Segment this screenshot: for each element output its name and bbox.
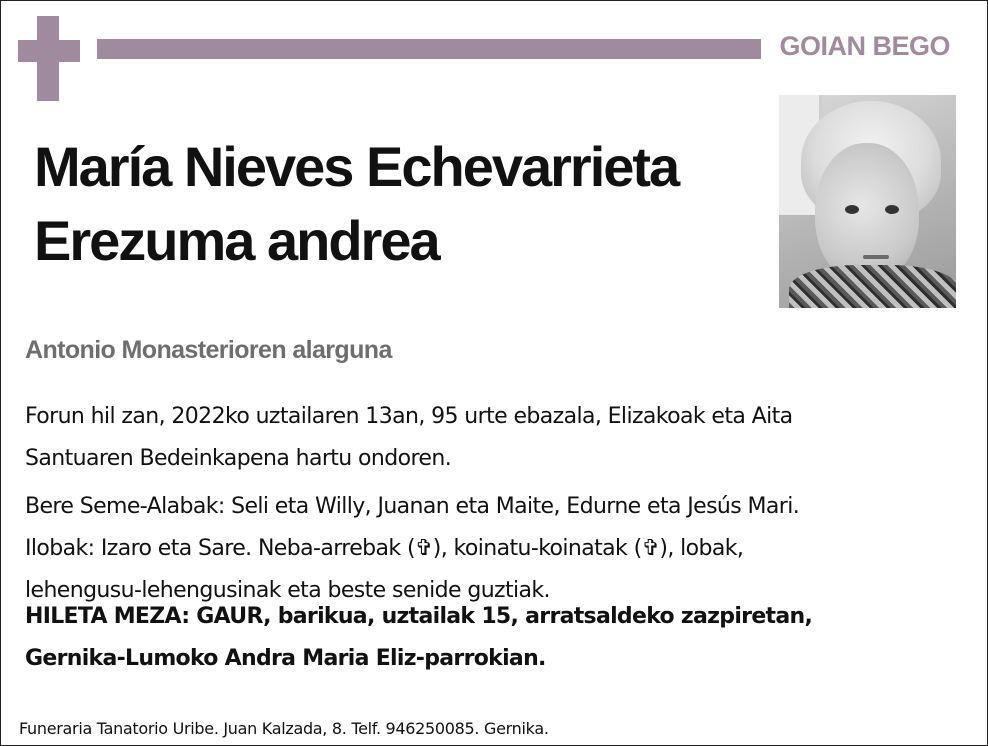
paragraph-line: Forun hil zan, 2022ko uztailaren 13an, 95 urte ebazala, Elizakoak eta Aita	[25, 404, 793, 429]
paragraph-line: Gernika-Lumoko Andra Maria Eliz-parrokian.	[25, 646, 546, 671]
header-label: GOIAN BEGO	[779, 31, 950, 61]
death-notice-paragraph	[25, 396, 965, 480]
header-bar	[97, 39, 761, 59]
photo-left-eye	[845, 205, 859, 214]
paragraph-line: lehengusu-lehengusinak eta beste senide guztiak.	[25, 578, 550, 603]
deceased-name-line2: Erezuma andrea	[34, 209, 439, 272]
photo-right-eye	[885, 205, 899, 214]
funeral-mass-paragraph	[25, 596, 965, 680]
paragraph-line: Bere Seme-Alabak: Seli eta Willy, Juanan eta Maite, Edurne eta Jesús Mari.	[25, 494, 800, 519]
photo-scarf	[789, 265, 956, 308]
relation-subtitle: Antonio Monasterioren alarguna	[25, 336, 392, 364]
deceased-name	[34, 130, 774, 278]
deceased-name-line1: María Nieves Echevarrieta	[34, 135, 679, 198]
cross-horizontal-bar	[18, 40, 80, 62]
funeral-home-footer: Funeraria Tanatorio Uribe. Juan Kalzada, 8. Telf. 946250085. Gernika.	[19, 719, 549, 738]
deceased-photo	[779, 95, 956, 308]
paragraph-line: Santuaren Bedeinkapena hartu ondoren.	[25, 446, 452, 471]
family-paragraph	[25, 486, 965, 612]
photo-face	[815, 143, 919, 283]
paragraph-line: HILETA MEZA: GAUR, barikua, uztailak 15, arratsaldeko zazpiretan,	[25, 604, 813, 629]
paragraph-line: Ilobak: Izaro eta Sare. Neba-arrebak (✞), koinatu-koinatak (✞), lobak,	[25, 536, 744, 561]
photo-mouth	[863, 255, 889, 259]
